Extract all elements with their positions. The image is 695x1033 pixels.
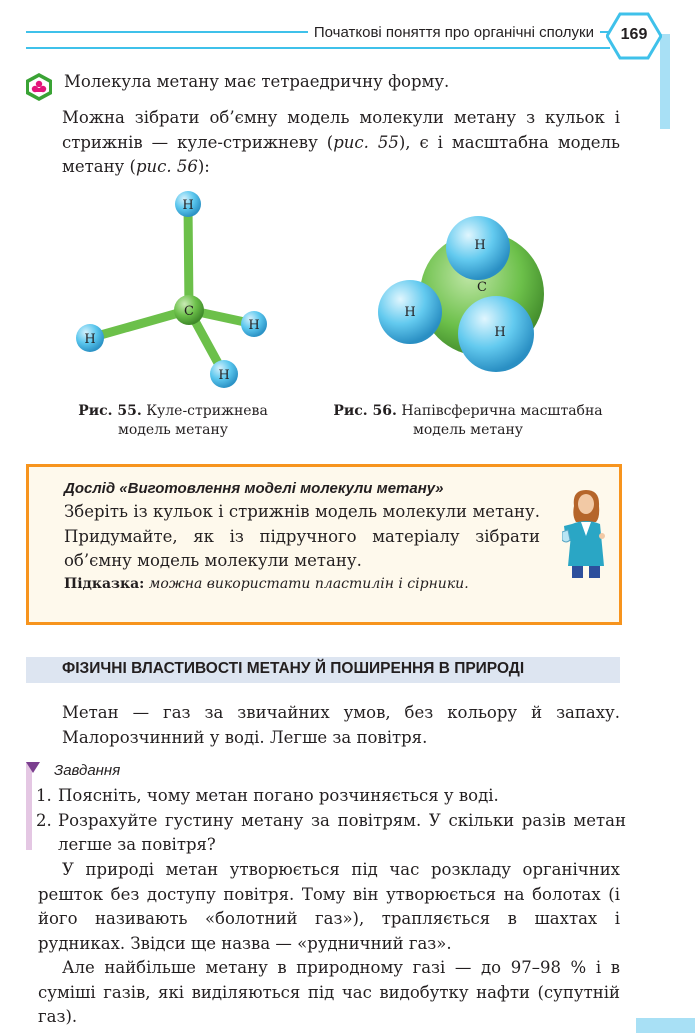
ball-and-stick-model	[68, 188, 278, 398]
figure-ref-55: рис. 55	[333, 132, 399, 152]
chapter-title: Початкові поняття про органічні сполуки	[308, 24, 600, 41]
task-item: 2. Розрахуйте густину метану за повітрям. У скільки разів метан легше за повітря?	[36, 810, 626, 854]
fig55-atom-h-left: H	[84, 332, 96, 347]
fig56-atom-h-front: H	[494, 325, 506, 340]
experiment-hint: Підказка: можна використати пластилін і сірники.	[64, 576, 469, 592]
page-corner-strip	[636, 1018, 695, 1033]
fig55-atom-h-top: H	[182, 198, 194, 213]
fig56-atom-h-top: H	[474, 238, 486, 253]
fig55-atom-h-right: H	[248, 318, 260, 333]
task-item: 1. Поясніть, чому метан погано розчиняється у воді.	[36, 786, 499, 805]
fig56-atom-carbon: C	[477, 280, 487, 295]
fig55-atom-carbon: C	[184, 304, 194, 319]
experiment-title: Дослід «Виготовлення моделі молекули метану»	[64, 480, 444, 497]
tetra-statement: Молекула метану має тетраедричну форму.	[64, 72, 450, 91]
nature-paragraph: У природі метан утворюється під час розкладу органічних решток без доступу повітря. Тому він утворюється на болотах (і його називають «болотний газ»), трапляється в шахтах і рудниках. Звідси ще назва — «рудничний газ».	[38, 860, 620, 953]
experiment-text: Зберіть із кульок і стрижнів модель молекули метану. Придумайте, як із підручного матеріалу зібрати об’ємну модель молекули метану.	[64, 502, 540, 570]
header-rule-bottom	[26, 47, 610, 49]
figure-56-caption: Рис. 56. Напівсферична масштабна модель метану	[333, 403, 603, 438]
scientist-illustration	[562, 486, 610, 580]
tasks-marker-icon	[26, 762, 40, 774]
fig56-atom-h-left: H	[404, 305, 416, 320]
models-paragraph: Можна зібрати об’ємну модель молекули метану з кульок і стрижнів — куле-стрижневу (рис. 55), є і масштабна модель метану (рис. 56):	[62, 108, 620, 176]
key-fact-icon	[24, 72, 54, 102]
natural-gas-paragraph: Але найбільше метану в природному газі — до 97–98 % і в суміші газів, які виділяються під час видобутку нафти (супутній газ).	[38, 958, 620, 1026]
fig55-atom-h-bottom: H	[218, 368, 230, 383]
space-filling-model	[378, 212, 568, 392]
figure-ref-56: рис. 56	[135, 157, 198, 176]
page-number: 169	[620, 26, 648, 43]
tasks-list	[36, 784, 626, 858]
section-title: ФІЗИЧНІ ВЛАСТИВОСТІ МЕТАНУ Й ПОШИРЕННЯ В ПРИРОДІ	[62, 660, 525, 677]
properties-paragraph: Метан — газ за звичайних умов, без кольору й запаху. Малорозчинний у воді. Легше за повітря.	[62, 703, 620, 747]
tasks-title: Завдання	[54, 762, 121, 779]
figure-55-caption: Рис. 55. Куле-стрижнева модель метану	[78, 403, 268, 438]
tasks-side-bar	[26, 762, 32, 850]
